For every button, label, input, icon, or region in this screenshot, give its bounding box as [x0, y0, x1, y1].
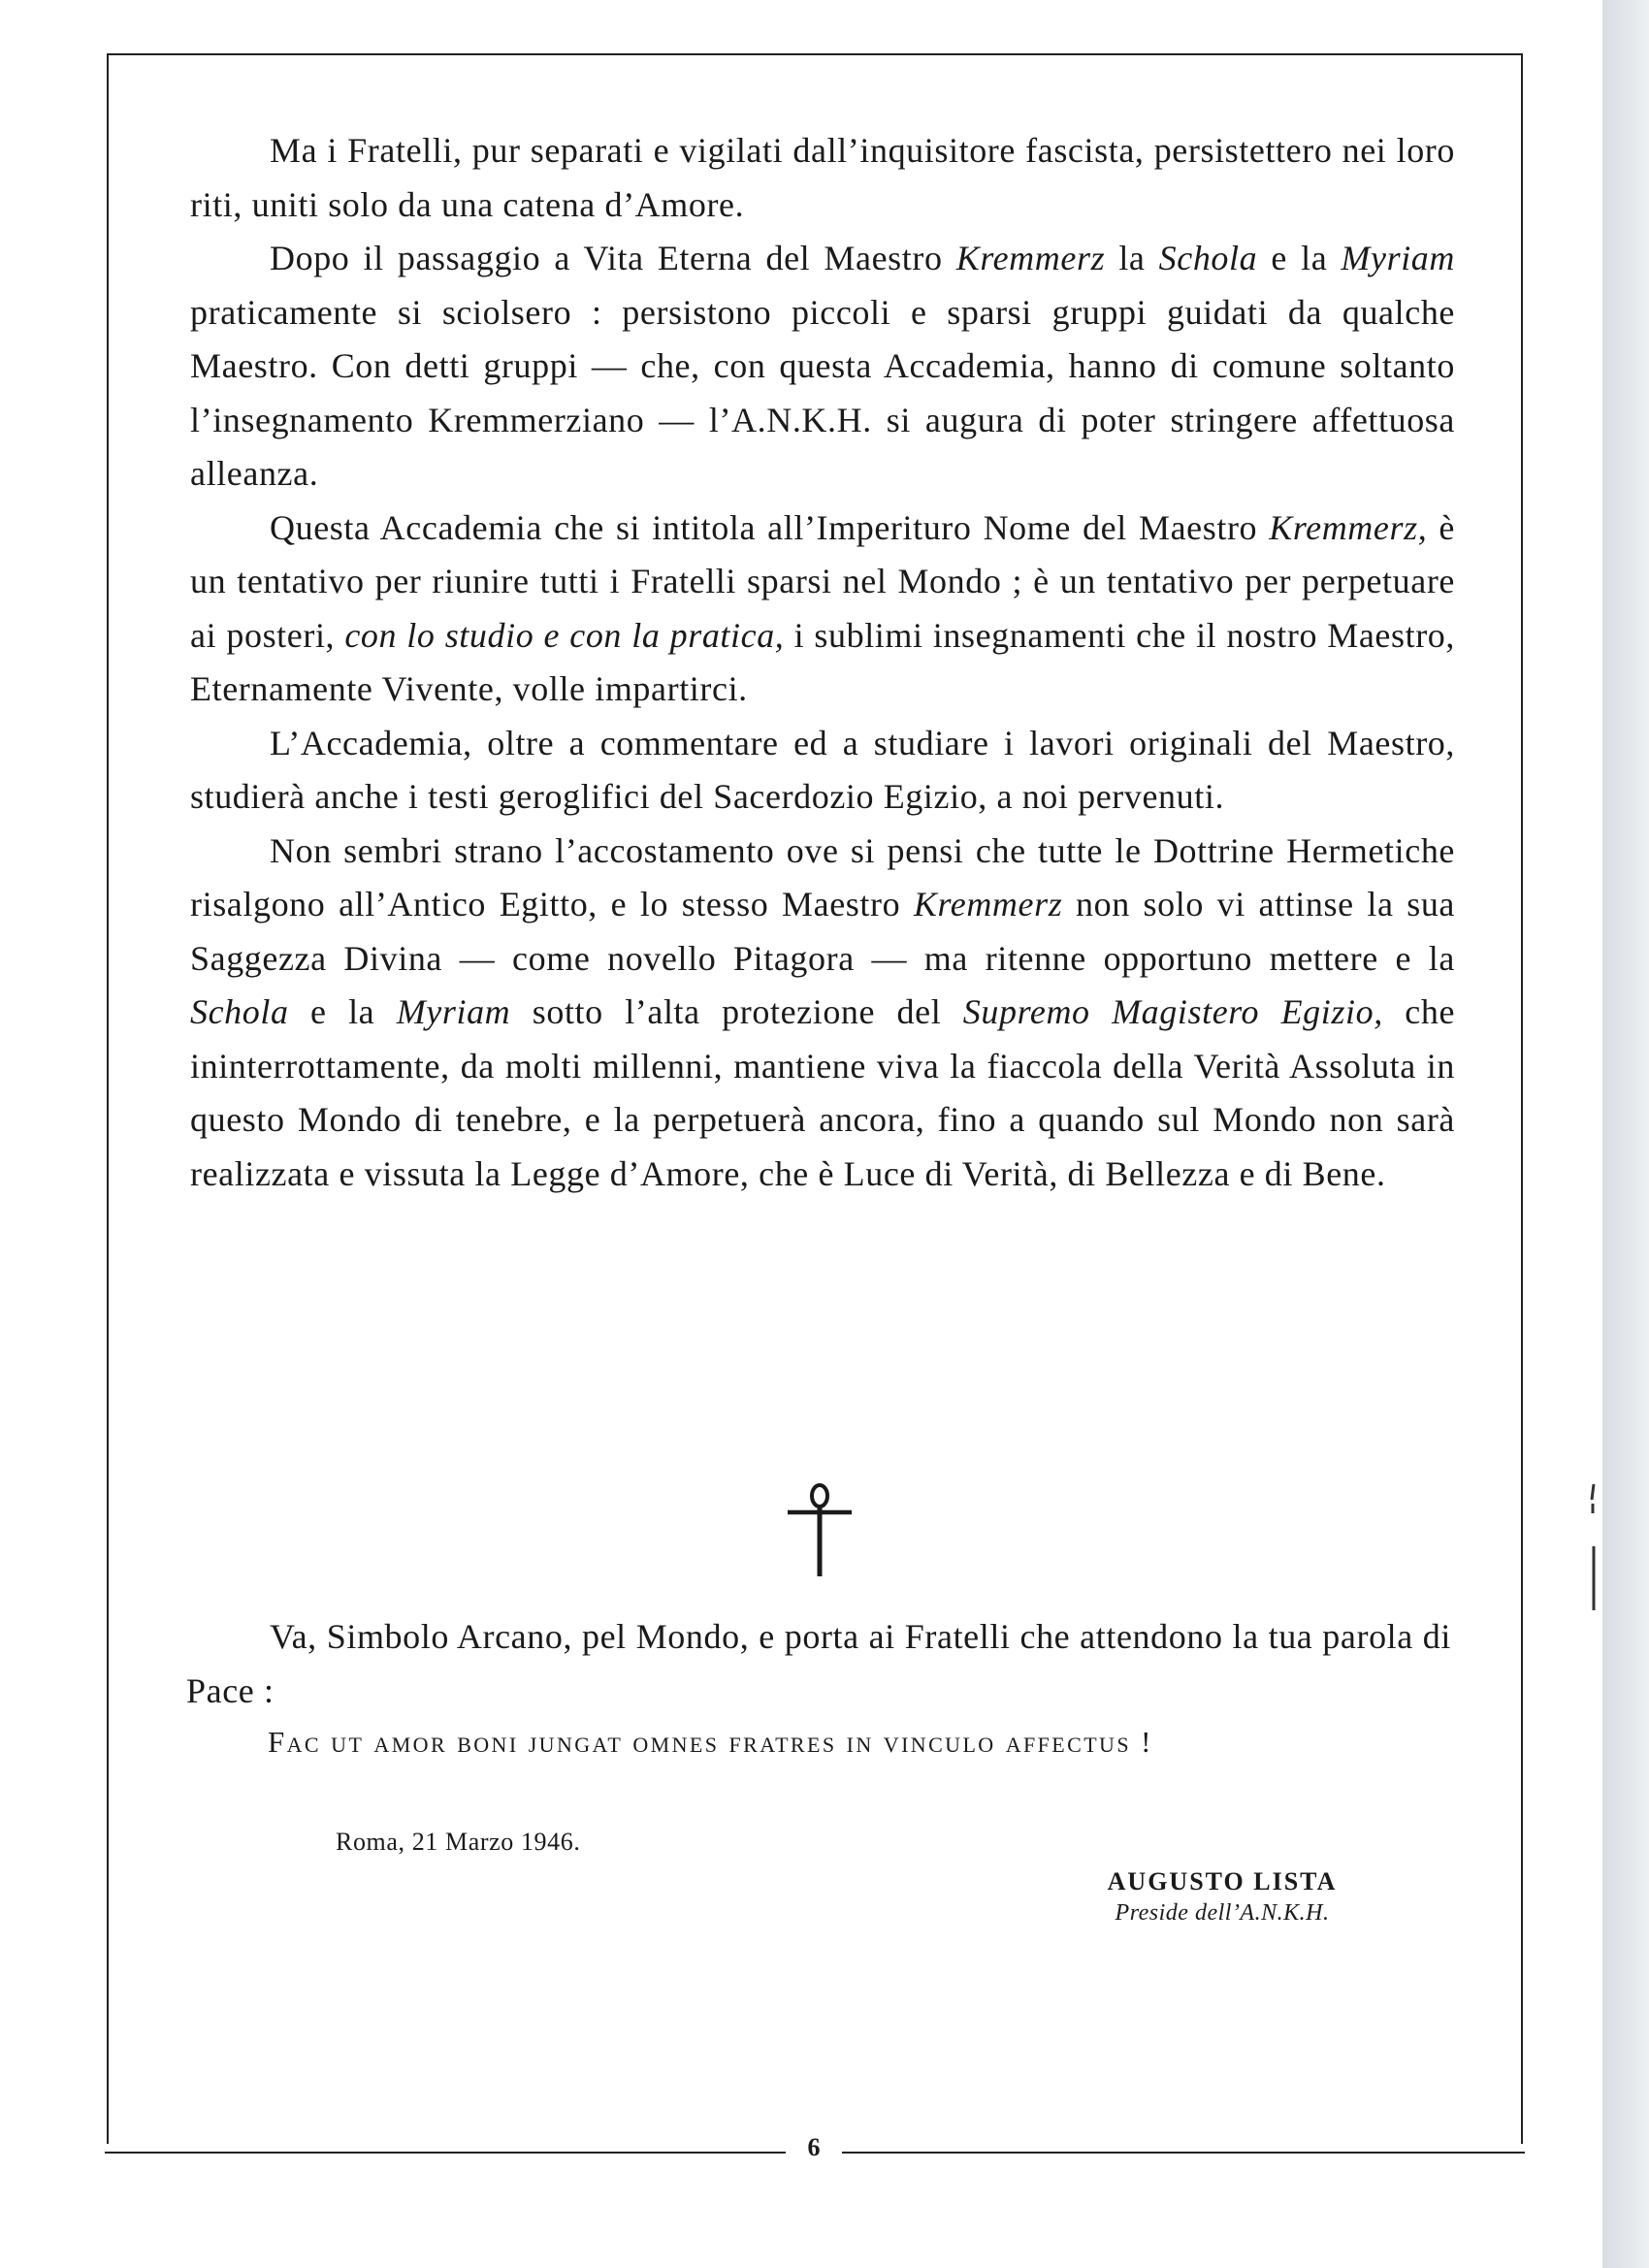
italic-run: Schola: [1158, 239, 1258, 277]
scan-edge: [1602, 0, 1649, 2268]
italic-run: con lo studio e con la pratica,: [344, 615, 785, 655]
italic-run: Kremmerz: [955, 239, 1106, 277]
closing-paragraph: [186, 1610, 1451, 1718]
paragraph: [190, 232, 1455, 502]
ankh-icon: [786, 1482, 854, 1579]
italic-run: Schola: [190, 992, 289, 1031]
footer-rule-left: [105, 2152, 786, 2154]
body-text: [190, 124, 1455, 1201]
text-run: non solo vi attinse la sua Saggezza Divina — come novello Pitagora — ma ritenne opportuno mettere e la: [190, 885, 1455, 978]
italic-run: Kremmerz: [913, 885, 1063, 923]
text-run: i sublimi insegnamenti che il nostro Maestro, Eternamente Vivente, volle impartirci.: [190, 615, 1456, 708]
italic-run: Supremo Magistero Egizio,: [962, 992, 1383, 1031]
paragraph: [190, 825, 1455, 1202]
italic-run: Myriam: [1341, 239, 1455, 277]
place-date: Roma, 21 Marzo 1946.: [336, 1828, 581, 1856]
page-number: 6: [807, 2133, 821, 2161]
signature-title: Preside dell’A.N.K.H.: [1115, 1900, 1330, 1926]
latin-motto: Fac ut amor boni jungat omnes fratres in vinculo affectus !: [268, 1725, 1153, 1759]
paragraph: [190, 717, 1455, 825]
italic-run: Myriam: [396, 992, 511, 1031]
text-run: sotto l’alta protezione del: [510, 992, 963, 1031]
text-run: L’Accademia, oltre a commentare ed a studiare i lavori originali del Maestro, studierà anche i testi geroglifici del Sacerdozio Egizio, a noi pervenuti.: [190, 723, 1455, 816]
text-run: è un tentativo per riunire tutti i Fratelli sparsi nel Mondo ; è un tentativo per perpetuare ai posteri,: [190, 507, 1455, 655]
text-run: Ma i Fratelli, pur separati e vigilati dall’inquisitore fascista, persistettero nei loro riti, uniti solo da una catena d’Amore.: [190, 131, 1455, 224]
text-run: che ininterrottamente, da molti millenni, mantiene viva la fiaccola della Verità Assoluta in questo Mondo di tenebre, e la perpetuerà ancora, fino a quando sul Mondo non sarà realizzata e vissuta la Legge d’Amore, che è Luce di Verità, di Bellezza e di Bene.: [190, 992, 1456, 1193]
footer-rule-right: [842, 2152, 1525, 2154]
paragraph: [190, 124, 1455, 232]
text-run: praticamente si sciolsero : persistono piccoli e sparsi gruppi guidati da qualche Maestro. Con detti gruppi — che, con questa Accademia, hanno di comune soltanto l’insegnamento Kremmerziano — l’A.N.K.H. si augura di poter stringere affettuosa alleanza.: [190, 292, 1455, 493]
paragraph: [190, 502, 1455, 717]
closing-text: Va, Simbolo Arcano, pel Mondo, e porta ai Fratelli che attendono la tua parola di Pace :: [186, 1617, 1451, 1710]
signature-block: [1048, 1867, 1397, 1927]
text-run: e la: [288, 992, 397, 1031]
text-run: e la: [1257, 239, 1342, 277]
signature-name: AUGUSTO LISTA: [1107, 1867, 1338, 1895]
text-run: Non sembri strano l’accostamento ove si pensi che tutte le Dottrine Hermetiche risalgono all’Antico Egitto, e lo stesso Maestro: [190, 830, 1455, 923]
text-run: la: [1105, 239, 1159, 277]
text-run: Questa Accademia che si intitola all’Imperituro Nome del Maestro: [270, 507, 1270, 547]
text-run: Dopo il passaggio a Vita Eterna del Maestro: [270, 239, 956, 277]
italic-run: Kremmerz,: [1269, 507, 1428, 547]
scan-margin-mark: [1589, 1484, 1597, 1610]
